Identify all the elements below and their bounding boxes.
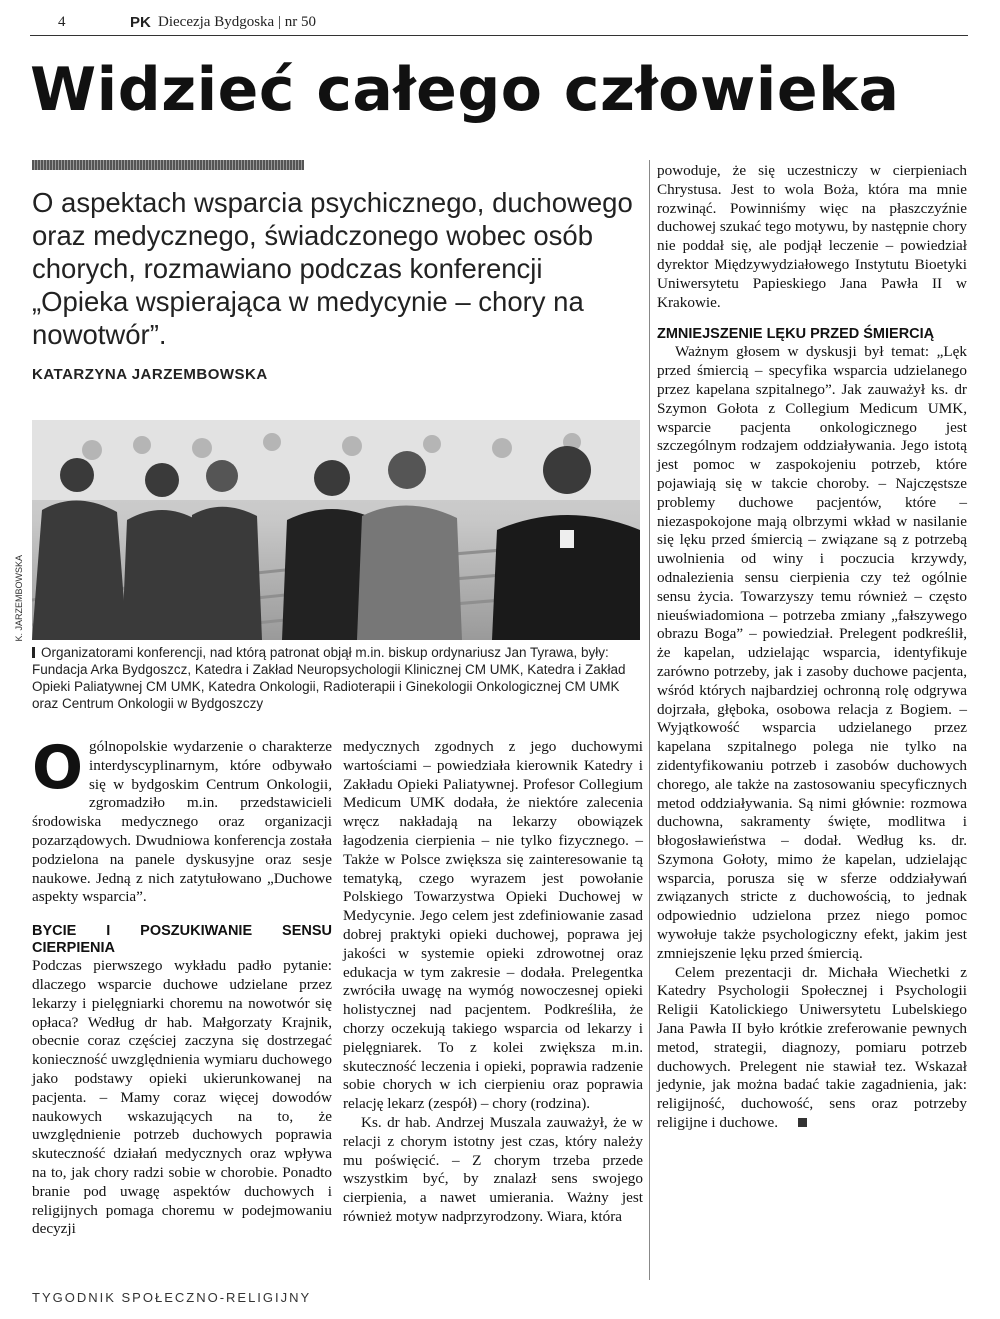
article-title: Widzieć całego człowieka bbox=[30, 55, 900, 125]
paragraph-6-text: Celem prezentacji dr. Michała Wiechetki z Katedry Psychologii Społecznej i Psychologii Religii Katolickiego Uniwersytetu Lubelskiego Jana Pawła II było krótkie zreferowanie pewnych metod, strategii, diagnozy, pomiaru potrzeb duchowych. Prelegent nie stawiał tez. Wskazał jedynie, jak można badać takie zagadnienia, jak: religijność, duchowość, sens oraz potrzeby religijne i duchowe. bbox=[657, 963, 967, 1132]
end-of-article-mark bbox=[798, 1118, 807, 1127]
photo-illustration bbox=[32, 420, 640, 640]
photo-caption bbox=[32, 644, 644, 712]
brand-logo: PK bbox=[130, 14, 151, 31]
subheading-1: BYCIE I POSZUKIWANIE SENSU CIERPIENIA bbox=[32, 923, 332, 957]
intro-text: gólnopolskie wydarzenie o charakterze interdyscyplinarnym, które odbywało się w bydgoskim Centrum Onkologii, zgromadziło m.in. przedstawicieli środowiska medycznego oraz organizacji pozarządowych. Dwudniowa konferencja została podzielona na panele dyskusyjne oraz sesje naukowe. Jedną z nich zatytułowano „Duchowe aspekty wsparcia”. bbox=[32, 738, 332, 906]
paragraph-3: Ks. dr hab. Andrzej Muszala zauważył, że w relacji z chorym istotny jest czas, który należy mu poświęcić. – Z chorym trzeba przede wszystkim być, by znalazł sens swojego cierpienia, a nawet umierania. Ważny jest również motyw nadprzyrodzony. Wiara, która bbox=[343, 1113, 643, 1225]
article-author: KATARZYNA JARZEMBOWSKA bbox=[32, 366, 268, 383]
paragraph-1: Podczas pierwszego wykładu padło pytanie: dlaczego wsparcie duchowe udzielane przez lekarzy i pielęgniarki choremu na nowotwór się opłaca? Według dr hab. Małgorzaty Krajnik, obecnie coraz częściej zaczyna się dostrzegać konieczność uwzględnienia wymiaru duchowego jako podstawy opieki ukierunkowanej na pacjenta. – Mamy coraz więcej dowodów naukowych wskazujących na to, że uwzględnienie potrzeb duchowych poprawia skuteczność działań medycznych oraz wpływa na to, jak chory radzi sobie w chorobie. Ponadto branie pod uwagę aspektów duchowych i religijnych pomaga choremu w podejmowaniu decyzji bbox=[32, 957, 332, 1238]
subheading-2: ZMNIEJSZENIE LĘKU PRZED ŚMIERCIĄ bbox=[657, 326, 935, 343]
article-column-1 bbox=[32, 733, 332, 1239]
paragraph-2: medycznych zgodnych z jego duchowymi wartościami – powiedziała kierownik Katedry i Zakładu Opieki Paliatywnej. Profesor Collegium Medicum UMK dodała, że niektóre zalecenia wręcz nakładają na lekarzy obowiązek łagodzenia cierpienia – nie tylko fizycznego. – Także w Polsce zwiększa się zainteresowanie tą tematyką, czego wyrazem jest powołanie Polskiego Towarzystwa Opieki Duchowej w Medycynie. Jego celem jest zdefiniowanie zasad dobrej praktyki opieki duchowej, poprawa jej jakości w systemie opieki zdrowotnej oraz edukacja w tym zakresie – dodała. Prelegentka zwróciła uwagę na wymóg nowoczesnej opieki holistycznej nad pacjentem. Podkreśliła, że chorzy oczekują takiego wsparcia od lekarzy i pielęgniarek. To z kolei zwiększa m.in. skuteczność leczenia i opieki, poprawia radzenie sobie chorych w ich cierpieniu oraz poprawia relację lekarz (zespół) – chory (rodzina). bbox=[343, 738, 643, 1113]
paragraph-5: Ważnym głosem w dyskusji był temat: „Lęk przed śmiercią – specyfika wsparcia udzielanego przez kapelana szpitalnego”. Jak zauważył ks. dr Szymon Gołota z Collegium Medicum UMK, wsparcie pacjenta onkologicznego jest szczególnym rodzajem oddziaływania. Jego istotą jest pomoc w zaspokojeniu potrzeb, które pojawiają się w takcie choroby. – Najczęstsze problemy duchowe pacjentów, które – niezaspokojone mają olbrzymi wkład w nasilanie się lęku przed śmiercią – związane są z potrzebą uwolnienia od winy i poczucia krzywdy, odnalezienia sensu cierpienia czy też ogólnie sensu życia. Towarzyszy temu również – często nieuświadomiona – potrzeba zmiany „fałszywego obrazu Boga” – powiedział. Prelegent podkreślił, że kapelan, udzielając wsparcia, identyfikuje zarówno potrzeby, jak i zasoby duchowe pacjenta, wśród których najbardziej ochronną rolę odgrywa dojrzała, głęboka, osobowa relacja z Bogiem. – Wyjątkowość wsparcia udzielanego przez kapelana szpitalnego polega nie tylko na zidentyfikowaniu potrzeb i zasobów duchowych chorego, ale także na zastosowaniu specyficznych metod oddziaływania. Są nimi głównie: rozmowa duchowna, sakramenty święte, modlitwa i błogosławieństwa – dodał. Według ks. dr. Szymona Gołoty, mimo że kapelan, udzielając wsparcia, porusza się w sferze oddziaływań związanych stricte z duchowością, to jednak odpowiednio udzielona przez niego pomoc wywołuje także psychologiczny efekt, jakim jest zmniejszenie lęku przed śmiercią. bbox=[657, 343, 967, 962]
photo-credit: K. JARZEMBOWSKA bbox=[14, 555, 24, 642]
paragraph-4: powoduje, że się uczestniczy w cierpieniach Chrystusa. Jest to wola Boża, która ma mnie rozwinąć. Powinniśmy więc na płaszczyźnie duchowej szukać tego motywu, by następnie chory nie poddał się, ale podjął leczenie – powiedział dyrektor Międzywydziałowego Instytutu Bioetyki Uniwersytetu Papieskiego Jana Pawła II w Krakowie. bbox=[657, 162, 967, 311]
publication-name: Diecezja Bydgoska | nr 50 bbox=[158, 14, 316, 30]
drop-cap: O bbox=[32, 733, 84, 803]
article-column-2 bbox=[343, 738, 643, 1227]
column-divider bbox=[649, 160, 650, 1280]
lead-decorative-bar bbox=[32, 160, 304, 170]
article-column-3 bbox=[657, 162, 967, 1133]
conference-photo bbox=[32, 420, 640, 640]
caption-marker bbox=[32, 647, 35, 658]
header-rule bbox=[30, 35, 968, 36]
paragraph-6 bbox=[657, 964, 967, 1133]
intro-paragraph bbox=[32, 733, 332, 907]
page-footer: TYGODNIK SPOŁECZNO-RELIGIJNY bbox=[32, 1290, 312, 1305]
page-header bbox=[30, 14, 970, 36]
article-lead: O aspektach wsparcia psychicznego, duchowego oraz medycznego, świadczonego wobec osób chorych, rozmawiano podczas konferencji „Opieka wspierająca w medycynie – chory na nowotwór”. bbox=[32, 187, 633, 350]
page-number: 4 bbox=[58, 14, 66, 30]
caption-text: Organizatorami konferencji, nad którą patronat objął m.in. biskup ordynariusz Jan Tyrawa, były: Fundacja Arka Bydgoszcz, Katedra i Zakład Neuropsychologii Klinicznej CM UMK, Katedra i Zakład Opieki Paliatywnej CM UMK, Katedra Onkologii, Radioterapii i Ginekologii Onkologicznej CM UMK oraz Centrum Onkologii w Bydgoszczy bbox=[32, 645, 626, 711]
